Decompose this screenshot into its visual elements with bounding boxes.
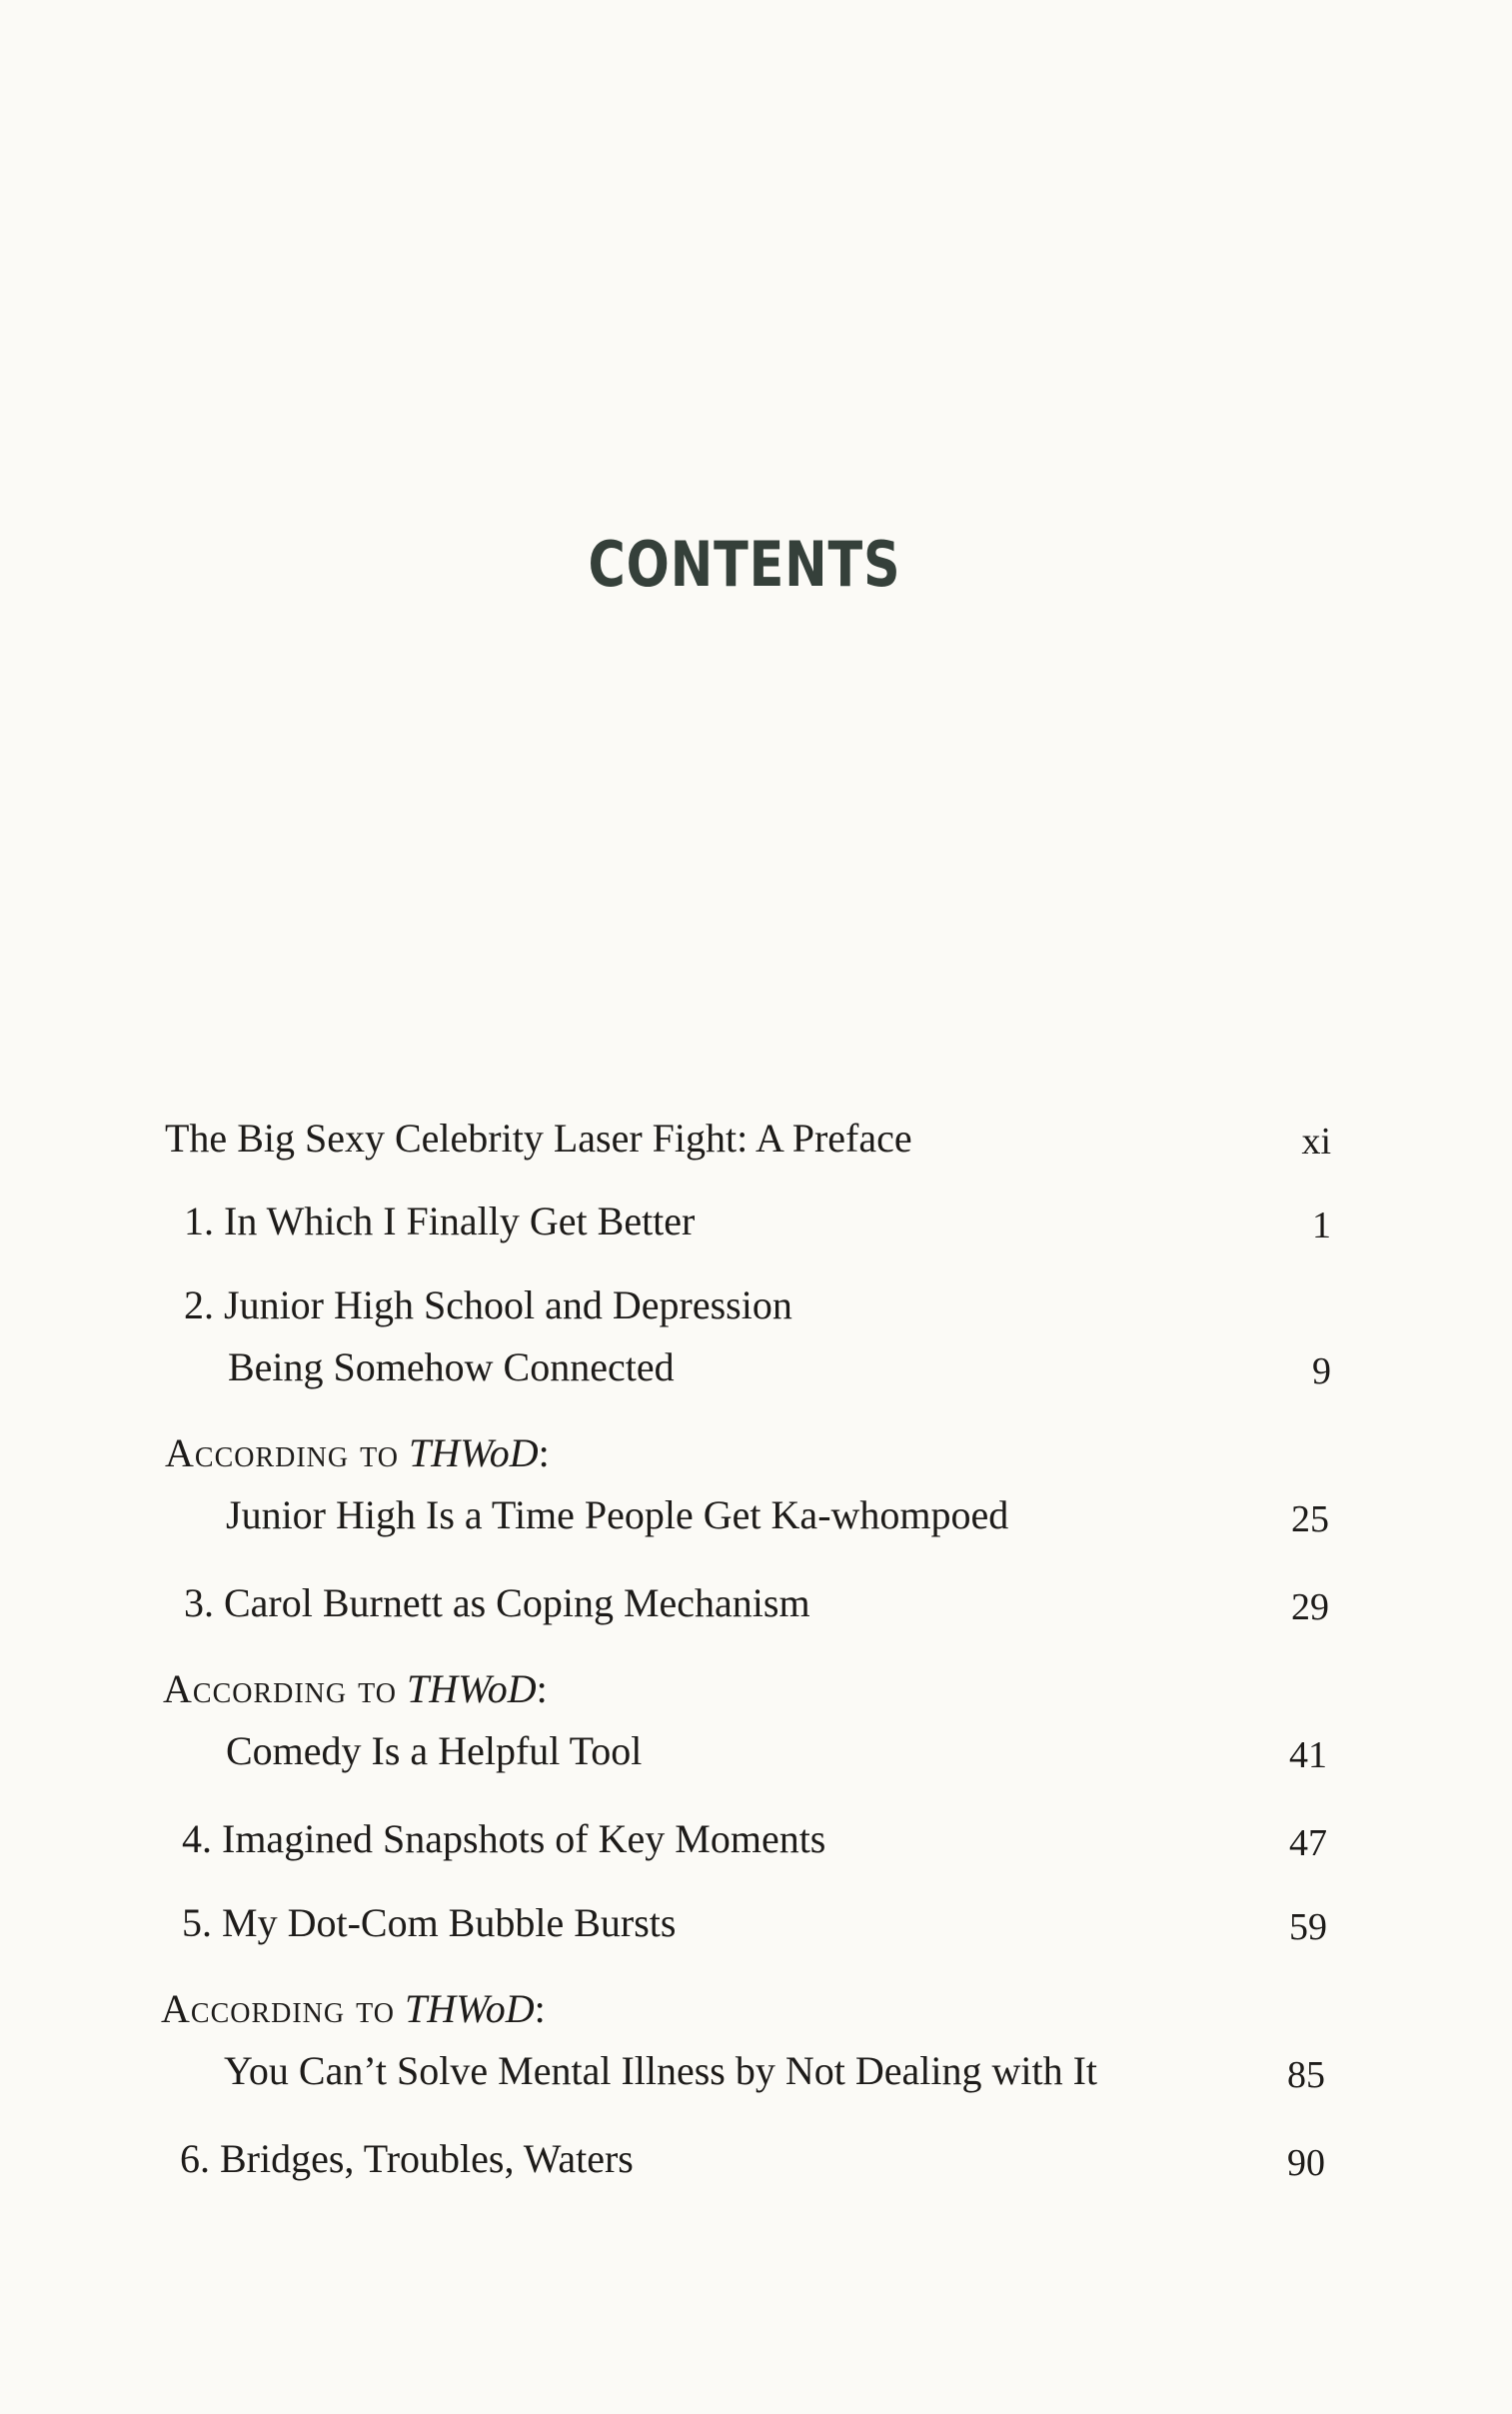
toc-entry-chapter-1 bbox=[184, 1198, 695, 1245]
page-number: 29 bbox=[1291, 1586, 1329, 1628]
page-number: 9 bbox=[1312, 1350, 1331, 1392]
toc-entry-according-2 bbox=[226, 1727, 642, 1775]
page-number: 85 bbox=[1287, 2054, 1325, 2096]
toc-entry-preface bbox=[165, 1115, 912, 1163]
book-abbreviation: THWoD bbox=[404, 1986, 535, 2031]
colon: : bbox=[536, 1666, 548, 1711]
toc-entry-according-1-heading bbox=[165, 1429, 550, 1477]
chapter-number: 5. bbox=[182, 1900, 212, 1945]
page-number: 59 bbox=[1289, 1906, 1327, 1948]
page-number: 90 bbox=[1287, 2142, 1325, 2184]
toc-entry-chapter-6 bbox=[180, 2135, 634, 2183]
entry-title: Carol Burnett as Coping Mechanism bbox=[224, 1580, 810, 1625]
entry-title: In Which I Finally Get Better bbox=[224, 1199, 696, 1243]
toc-entry-according-2-heading bbox=[163, 1665, 548, 1713]
chapter-number: 4. bbox=[182, 1816, 212, 1861]
according-prefix: According to bbox=[161, 1986, 395, 2031]
book-abbreviation: THWoD bbox=[408, 1430, 539, 1475]
toc-entry-chapter-3 bbox=[184, 1579, 810, 1627]
entry-title-line-1: Junior High School and Depression bbox=[224, 1282, 792, 1327]
toc-entry-according-1 bbox=[226, 1491, 1008, 1539]
chapter-number: 2. bbox=[184, 1282, 214, 1327]
entry-title: My Dot-Com Bubble Bursts bbox=[222, 1900, 677, 1945]
according-prefix: According to bbox=[165, 1430, 399, 1475]
page-number: xi bbox=[1301, 1121, 1331, 1163]
entry-title: You Can’t Solve Mental Illness by Not Dealing with It bbox=[224, 2048, 1098, 2093]
page-number: 25 bbox=[1291, 1498, 1329, 1540]
toc-entry-chapter-2-continued bbox=[228, 1343, 675, 1391]
entry-title-line-2: Being Somehow Connected bbox=[228, 1344, 675, 1389]
colon: : bbox=[538, 1430, 550, 1475]
colon: : bbox=[534, 1986, 546, 2031]
page-title: CONTENTS bbox=[588, 528, 901, 601]
chapter-number: 6. bbox=[180, 2136, 210, 2181]
toc-entry-according-3-heading bbox=[161, 1985, 546, 2033]
book-abbreviation: THWoD bbox=[406, 1666, 537, 1711]
page-number: 47 bbox=[1289, 1822, 1327, 1864]
toc-entry-chapter-4 bbox=[182, 1815, 825, 1863]
according-prefix: According to bbox=[163, 1666, 397, 1711]
chapter-number: 1. bbox=[184, 1199, 214, 1243]
page-number: 1 bbox=[1312, 1205, 1331, 1246]
toc-entry-chapter-2 bbox=[184, 1281, 792, 1329]
toc-entry-according-3 bbox=[224, 2047, 1097, 2095]
entry-title: Imagined Snapshots of Key Moments bbox=[222, 1816, 826, 1861]
chapter-number: 3. bbox=[184, 1580, 214, 1625]
entry-title: The Big Sexy Celebrity Laser Fight: A Preface bbox=[165, 1116, 912, 1161]
page-number: 41 bbox=[1289, 1734, 1327, 1776]
entry-title: Junior High Is a Time People Get Ka-whompoed bbox=[226, 1492, 1009, 1537]
entry-title: Comedy Is a Helpful Tool bbox=[226, 1728, 643, 1773]
toc-entry-chapter-5 bbox=[182, 1899, 676, 1947]
entry-title: Bridges, Troubles, Waters bbox=[220, 2136, 634, 2181]
